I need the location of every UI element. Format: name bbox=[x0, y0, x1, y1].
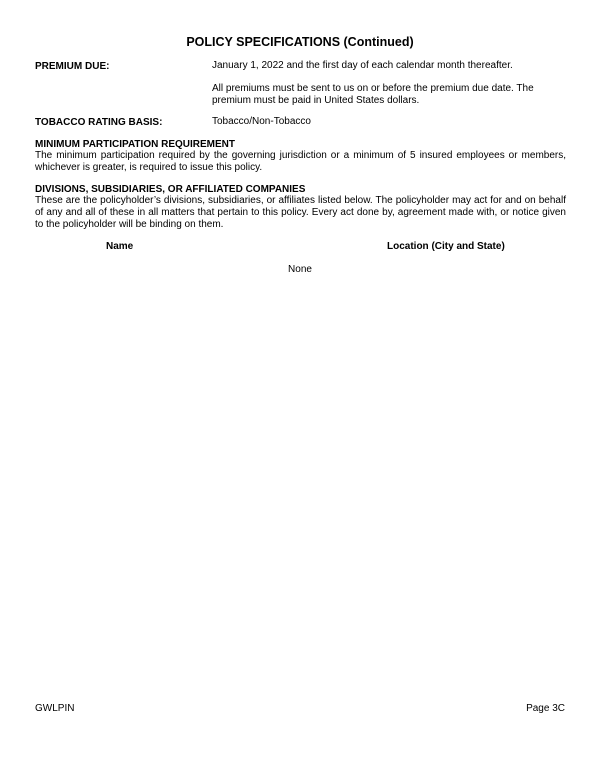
premium-due-note: All premiums must be sent to us on or before the premium due date. The premium must be paid in United States dollars. bbox=[212, 83, 534, 106]
divisions-empty-text: None bbox=[288, 264, 312, 275]
divisions-text: These are the policyholder’s divisions, subsidiaries, or affiliates listed below. The policyholder may act for and on behalf of any and all of these in all matters that pertain to this policy. Every act done by, agreement made with, or notice given to the policyholder will be binding on them. bbox=[35, 195, 566, 230]
min-participation-heading: MINIMUM PARTICIPATION REQUIREMENT bbox=[35, 139, 235, 150]
min-participation-text: The minimum participation required by the governing jurisdiction or a minimum of 5 insured employees or members, whichever is greater, is required to issue this policy. bbox=[35, 150, 566, 173]
column-header-location: Location (City and State) bbox=[387, 241, 505, 252]
premium-due-value: January 1, 2022 and the first day of each calendar month thereafter. bbox=[212, 60, 513, 71]
tobacco-rating-value: Tobacco/Non-Tobacco bbox=[212, 116, 311, 127]
page-title: POLICY SPECIFICATIONS (Continued) bbox=[186, 35, 414, 49]
footer-page-number: Page 3C bbox=[526, 703, 565, 714]
footer-form-code: GWLPIN bbox=[35, 703, 75, 714]
premium-due-label: PREMIUM DUE: bbox=[35, 61, 110, 72]
column-header-name: Name bbox=[106, 241, 134, 252]
tobacco-rating-label: TOBACCO RATING BASIS: bbox=[35, 117, 163, 128]
divisions-heading: DIVISIONS, SUBSIDIARIES, OR AFFILIATED COMPANIES bbox=[35, 184, 306, 195]
